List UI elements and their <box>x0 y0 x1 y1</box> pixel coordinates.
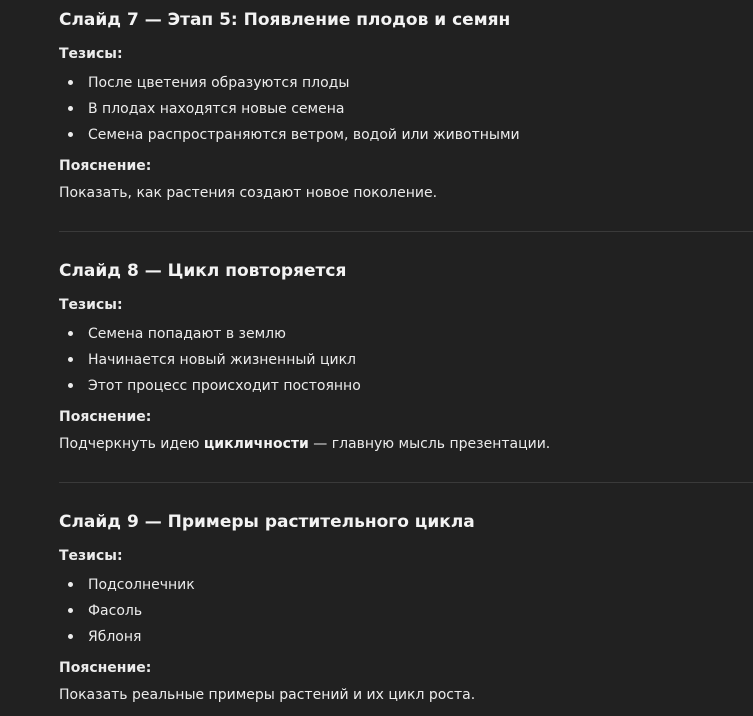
list-item <box>59 373 753 399</box>
list-item-text: Этот процесс происходит постоянно <box>88 378 361 394</box>
slide-section-9 <box>59 511 753 705</box>
note-text-emphasis: цикличности <box>203 436 309 452</box>
list-item <box>59 321 753 347</box>
slide-title: Слайд 7 — Этап 5: Появление плодов и семян <box>59 10 511 30</box>
slide-section-7 <box>59 9 753 203</box>
list-item <box>59 598 753 624</box>
list-item-text: В плодах находятся новые семена <box>88 101 345 117</box>
note-label: Пояснение: <box>59 409 152 425</box>
note-text: Показать реальные примеры растений и их цикл роста. <box>59 687 476 703</box>
section-divider <box>59 231 753 232</box>
list-item-text: Фасоль <box>88 603 143 619</box>
theses-label: Тезисы: <box>59 297 123 313</box>
note-text <box>59 434 753 454</box>
theses-list <box>59 321 753 399</box>
list-item <box>59 122 753 148</box>
slide-title: Слайд 9 — Примеры растительного цикла <box>59 512 475 532</box>
list-item <box>59 96 753 122</box>
note-text: Показать, как растения создают новое поколение. <box>59 185 438 201</box>
list-item-text: Семена распространяются ветром, водой или животными <box>88 127 520 143</box>
list-item-text: Яблоня <box>88 629 142 645</box>
list-item-text: Семена попадают в землю <box>88 326 286 342</box>
bullet-dot-icon <box>68 80 73 85</box>
list-item-text: Подсолнечник <box>88 577 195 593</box>
note-label: Пояснение: <box>59 660 152 676</box>
bullet-dot-icon <box>68 608 73 613</box>
section-divider <box>59 482 753 483</box>
slide-title: Слайд 8 — Цикл повторяется <box>59 261 347 281</box>
theses-label: Тезисы: <box>59 46 123 62</box>
list-item <box>59 572 753 598</box>
note-label: Пояснение: <box>59 158 152 174</box>
list-item <box>59 70 753 96</box>
list-item <box>59 624 753 650</box>
note-text-suffix: — главную мысль презентации. <box>308 436 551 452</box>
bullet-dot-icon <box>68 634 73 639</box>
slide-section-8 <box>59 260 753 454</box>
bullet-dot-icon <box>68 383 73 388</box>
bullet-dot-icon <box>68 106 73 111</box>
theses-list <box>59 70 753 148</box>
bullet-dot-icon <box>68 331 73 336</box>
theses-list <box>59 572 753 650</box>
list-item-text: Начинается новый жизненный цикл <box>88 352 356 368</box>
bullet-dot-icon <box>68 357 73 362</box>
note-text-prefix: Подчеркнуть идею <box>59 436 204 452</box>
bullet-dot-icon <box>68 582 73 587</box>
list-item <box>59 347 753 373</box>
theses-label: Тезисы: <box>59 548 123 564</box>
bullet-dot-icon <box>68 132 73 137</box>
list-item-text: После цветения образуются плоды <box>88 75 350 91</box>
